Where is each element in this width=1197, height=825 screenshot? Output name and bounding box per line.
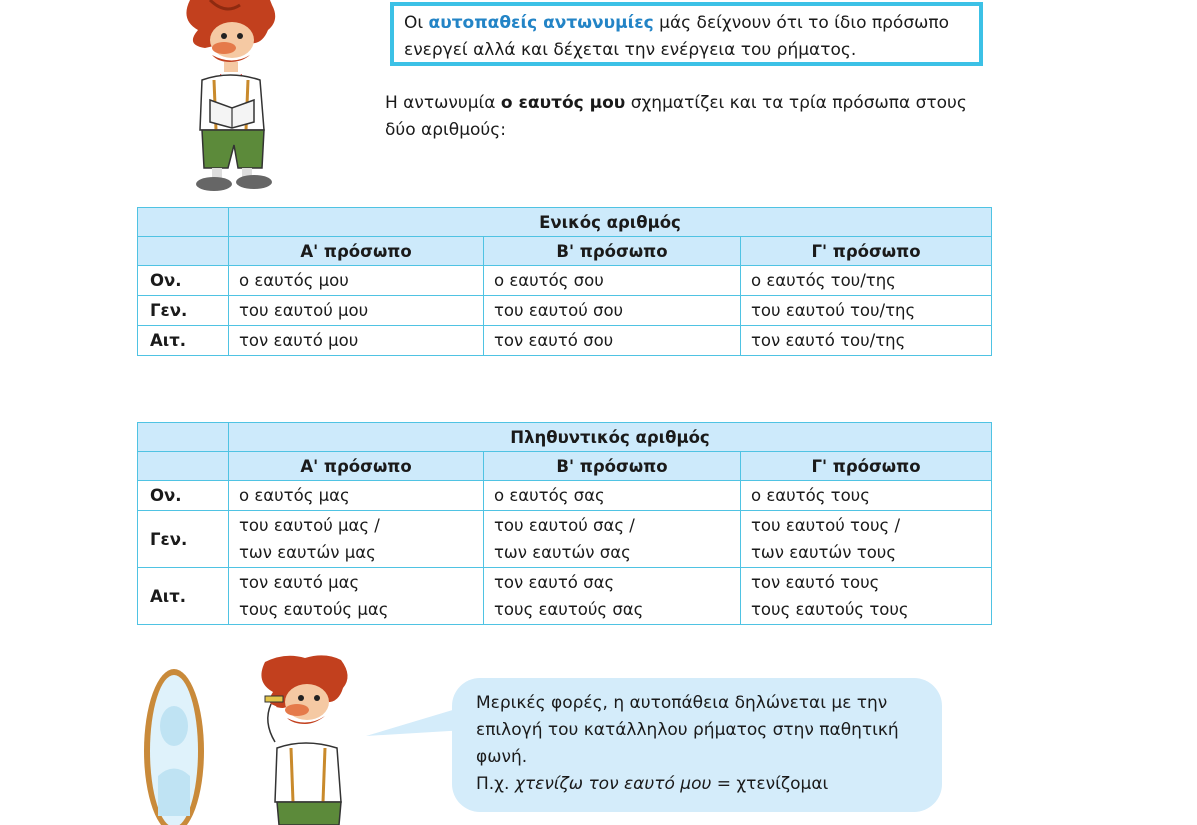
- column-header: Β' πρόσωπο: [484, 237, 741, 266]
- definition-box: [390, 2, 983, 66]
- definition-highlight: αυτοπαθείς αντωνυμίες: [428, 13, 654, 33]
- table-cell: τον εαυτό μας τους εαυτούς μας: [229, 568, 484, 625]
- table-title: Ενικός αριθμός: [229, 208, 992, 237]
- intro-bold: ο εαυτός μου: [500, 93, 626, 113]
- table-cell: ο εαυτός του/της: [741, 266, 992, 296]
- table-row: [138, 266, 992, 296]
- table-cell: ο εαυτός σας: [484, 481, 741, 511]
- table-row: [138, 296, 992, 326]
- table-cell: τον εαυτό του/της: [741, 326, 992, 356]
- bubble-line-2: επιλογή του κατάλληλου ρήματος στην παθητική: [476, 720, 899, 740]
- table-cell: του εαυτού τους / των εαυτών τους: [741, 511, 992, 568]
- table-cell: τον εαυτό μου: [229, 326, 484, 356]
- column-header: Α' πρόσωπο: [229, 237, 484, 266]
- table-row: [138, 481, 992, 511]
- definition-line-1: Οι αυτοπαθείς αντωνυμίες μάς δείχνουν ότι το ίδιο πρόσωπο: [404, 13, 949, 33]
- column-header: Γ' πρόσωπο: [741, 452, 992, 481]
- case-label: Γεν.: [138, 511, 229, 568]
- table-title-row: [138, 208, 992, 237]
- speech-bubble-tail: [366, 706, 466, 746]
- table-cell: ο εαυτός τους: [741, 481, 992, 511]
- table-cell: τον εαυτό σας τους εαυτούς σας: [484, 568, 741, 625]
- header-row: [138, 237, 992, 266]
- corner-cell: [138, 208, 229, 237]
- singular-table: [137, 207, 992, 356]
- case-label: Αιτ.: [138, 326, 229, 356]
- intro-paragraph: [385, 90, 985, 144]
- table-row: [138, 511, 992, 568]
- table-cell: τον εαυτό σου: [484, 326, 741, 356]
- intro-line-1: Η αντωνυμία ο εαυτός μου σχηματίζει και τα τρία πρόσωπα στους: [385, 93, 967, 113]
- case-label: Αιτ.: [138, 568, 229, 625]
- bubble-example: Π.χ. χτενίζω τον εαυτό μου = χτενίζομαι: [476, 774, 829, 794]
- corner-cell: [138, 423, 229, 452]
- bubble-line-1: Μερικές φορές, η αυτοπάθεια δηλώνεται με την: [476, 693, 888, 713]
- table-row: [138, 326, 992, 356]
- table-cell: του εαυτού μου: [229, 296, 484, 326]
- bubble-example-italic: χτενίζω τον εαυτό μου: [514, 774, 712, 794]
- definition-line-2: ενεργεί αλλά και δέχεται την ενέργεια του ρήματος.: [404, 40, 857, 60]
- table-cell: του εαυτού του/της: [741, 296, 992, 326]
- plural-table: [137, 422, 992, 625]
- mirror-illustration: [138, 666, 210, 825]
- table-row: [138, 568, 992, 625]
- table-cell: τον εαυτό τους τους εαυτούς τους: [741, 568, 992, 625]
- case-label: Ον.: [138, 266, 229, 296]
- corner-cell: [138, 237, 229, 266]
- table-title-row: [138, 423, 992, 452]
- table-title: Πληθυντικός αριθμός: [229, 423, 992, 452]
- table-cell: ο εαυτός μου: [229, 266, 484, 296]
- professor-combing-illustration: [245, 652, 357, 825]
- column-header: Α' πρόσωπο: [229, 452, 484, 481]
- case-label: Γεν.: [138, 296, 229, 326]
- table-cell: του εαυτού σας / των εαυτών σας: [484, 511, 741, 568]
- case-label: Ον.: [138, 481, 229, 511]
- table-cell: ο εαυτός μας: [229, 481, 484, 511]
- table-cell: ο εαυτός σου: [484, 266, 741, 296]
- table-cell: του εαυτού μας / των εαυτών μας: [229, 511, 484, 568]
- bubble-line-3: φωνή.: [476, 747, 528, 767]
- column-header: Γ' πρόσωπο: [741, 237, 992, 266]
- speech-bubble-text: [476, 690, 926, 798]
- corner-cell: [138, 452, 229, 481]
- table-cell: του εαυτού σου: [484, 296, 741, 326]
- professor-reading-illustration: [180, 0, 285, 195]
- column-header: Β' πρόσωπο: [484, 452, 741, 481]
- intro-line-2: δύο αριθμούς:: [385, 120, 506, 140]
- header-row: [138, 452, 992, 481]
